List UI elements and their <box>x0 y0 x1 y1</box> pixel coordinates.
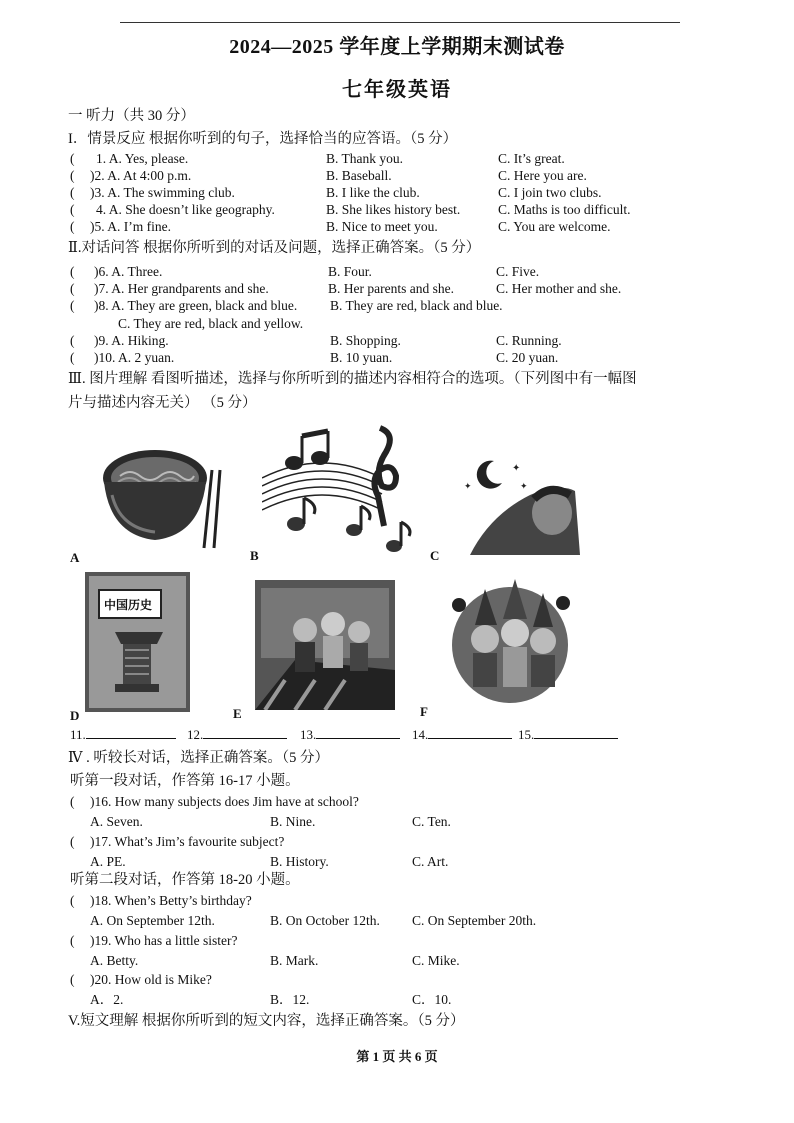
page-number: 第 1 页 共 6 页 <box>356 1049 438 1064</box>
question-8-option-b: B. They are red, black and blue. <box>330 298 503 313</box>
question-10-option-c: C. 20 yuan. <box>496 350 559 365</box>
question-8-option-c: C. They are red, black and yellow. <box>118 316 304 331</box>
question-4: 4. A. She doesn’t like geography. <box>96 202 275 217</box>
question-17-option-b: B. History. <box>270 854 329 869</box>
question-9-option-b: B. Shopping. <box>330 333 401 348</box>
answer-bracket: ( <box>70 834 75 849</box>
question-10-option-b: B. 10 yuan. <box>330 350 393 365</box>
answer-bracket: ( <box>70 168 75 183</box>
question-3: )3. A. The swimming club. <box>90 185 235 200</box>
question-8: )8. A. They are green, black and blue. <box>94 298 298 313</box>
part-listening-label: 一 听力（共 30 分） <box>68 108 195 124</box>
answer-bracket: ( <box>70 794 75 809</box>
question-3-option-b: B. I like the club. <box>326 185 420 200</box>
section-3-heading-line1: Ⅲ. 图片理解 看图听描述，选择与你所听到的描述内容相符合的选项。（下列图中有一幅图 <box>68 371 637 387</box>
question-19-option-b: B. Mark. <box>270 953 319 968</box>
exam-subtitle: 七年级英语 <box>342 79 452 101</box>
top-rule <box>120 22 680 23</box>
section-3-heading-line2: 片与描述内容无关） （5 分） <box>68 395 257 411</box>
question-20-option-a: A．2. <box>90 992 124 1007</box>
dialog-2-instruction: 听第二段对话，作答第 18-20 小题。 <box>70 872 300 888</box>
question-2: )2. A. At 4:00 p.m. <box>90 168 192 183</box>
question-16-option-a: A. Seven. <box>90 814 143 829</box>
question-17-option-c: C. Art. <box>412 854 449 869</box>
picture-label-f: F <box>420 704 428 719</box>
question-6: )6. A. Three. <box>94 264 163 279</box>
answer-bracket: ( <box>70 219 75 234</box>
question-2-option-c: C. Here you are. <box>498 168 587 183</box>
question-9-option-c: C. Running. <box>496 333 562 348</box>
answer-bracket: ( <box>70 298 75 313</box>
question-5: )5. A. I’m fine. <box>90 219 171 234</box>
answer-blank-14[interactable] <box>412 726 512 743</box>
answer-bracket: ( <box>70 893 75 908</box>
question-19-option-a: A. Betty. <box>90 953 139 968</box>
question-19-option-c: C. Mike. <box>412 953 460 968</box>
question-18-option-a: A. On September 12th. <box>90 913 215 928</box>
answer-blank-15-number: 15. <box>518 727 535 742</box>
answer-blank-12-number: 12. <box>187 727 204 742</box>
answer-bracket: ( <box>70 281 75 296</box>
question-5-option-c: C. You are welcome. <box>498 219 611 234</box>
dancing-children-picture <box>255 580 395 710</box>
question-16-option-c: C. Ten. <box>412 814 451 829</box>
question-3-option-c: C. I join two clubs. <box>498 185 602 200</box>
section-1-heading: I．情景反应 根据你听到的句子，选择恰当的应答语。（5 分） <box>68 131 458 147</box>
noodle-bowl-picture <box>100 440 230 555</box>
answer-blank-13-number: 13. <box>300 727 317 742</box>
question-6-option-c: C. Five. <box>496 264 540 279</box>
question-17: )17. What’s Jim’s favourite subject? <box>90 834 285 849</box>
question-18-option-c: C. On September 20th. <box>412 913 537 928</box>
picture-label-a: A <box>70 550 80 565</box>
question-9: )9. A. Hiking. <box>94 333 169 348</box>
picture-label-b: B <box>250 548 259 563</box>
answer-bracket: ( <box>70 151 75 166</box>
section-4-heading: Ⅳ . 听较长对话，选择正确答案。（5 分） <box>68 750 329 766</box>
music-notes-picture <box>262 418 422 558</box>
answer-blank-11[interactable] <box>70 726 176 743</box>
answer-blank-14-number: 14. <box>412 727 429 742</box>
answer-bracket: ( <box>70 350 75 365</box>
question-6-option-b: B. Four. <box>328 264 372 279</box>
picture-label-c: C <box>430 548 440 563</box>
answer-bracket: ( <box>70 185 75 200</box>
picture-label-d: D <box>70 708 80 723</box>
answer-blank-13[interactable] <box>300 726 400 743</box>
answer-bracket: ( <box>70 264 75 279</box>
question-19: )19. Who has a little sister? <box>90 933 238 948</box>
question-18-option-b: B. On October 12th. <box>270 913 380 928</box>
question-2-option-b: B. Baseball. <box>326 168 392 183</box>
question-1: 1. A. Yes, please. <box>96 151 189 166</box>
question-7-option-c: C. Her mother and she. <box>496 281 622 296</box>
question-10: )10. A. 2 yuan. <box>94 350 175 365</box>
answer-bracket: ( <box>70 202 75 217</box>
svg-text:✦: ✦ <box>464 481 472 491</box>
question-1-option-b: B. Thank you. <box>326 151 403 166</box>
answer-bracket: ( <box>70 972 75 987</box>
question-7-option-b: B. Her parents and she. <box>328 281 454 296</box>
history-book-picture <box>85 572 190 712</box>
svg-text:✦: ✦ <box>512 463 521 474</box>
question-18: )18. When’s Betty’s birthday? <box>90 893 252 908</box>
answer-blank-12[interactable] <box>187 726 287 743</box>
svg-text:✦: ✦ <box>520 481 528 491</box>
question-4-option-c: C. Maths is too difficult. <box>498 202 631 217</box>
question-1-option-c: C. It’s great. <box>498 151 565 166</box>
section-5-heading: V.短文理解 根据你所听到的短文内容，选择正确答案。（5 分） <box>68 1013 465 1029</box>
picture-label-e: E <box>233 706 242 721</box>
exam-title: 2024—2025 学年度上学期期末测试卷 <box>229 36 565 58</box>
answer-blank-11-number: 11. <box>70 727 86 742</box>
answer-blank-15[interactable] <box>518 726 618 743</box>
book-cover-label: 中国历史 <box>104 598 153 612</box>
question-20-option-c: C．10. <box>412 992 452 1007</box>
party-people-picture <box>445 575 575 705</box>
sleeping-night-picture <box>450 455 585 555</box>
question-5-option-b: B. Nice to meet you. <box>326 219 438 234</box>
answer-bracket: ( <box>70 933 75 948</box>
question-17-option-a: A. PE. <box>90 854 126 869</box>
question-16-option-b: B. Nine. <box>270 814 316 829</box>
answer-bracket: ( <box>70 333 75 348</box>
dialog-1-instruction: 听第一段对话，作答第 16-17 小题。 <box>70 773 300 789</box>
question-16: )16. How many subjects does Jim have at school? <box>90 794 359 809</box>
question-20-option-b: B．12. <box>270 992 310 1007</box>
question-4-option-b: B. She likes history best. <box>326 202 461 217</box>
section-2-heading: Ⅱ.对话问答 根据你所听到的对话及问题，选择正确答案。（5 分） <box>68 240 481 256</box>
question-20: )20. How old is Mike? <box>90 972 212 987</box>
question-7: )7. A. Her grandparents and she. <box>94 281 269 296</box>
